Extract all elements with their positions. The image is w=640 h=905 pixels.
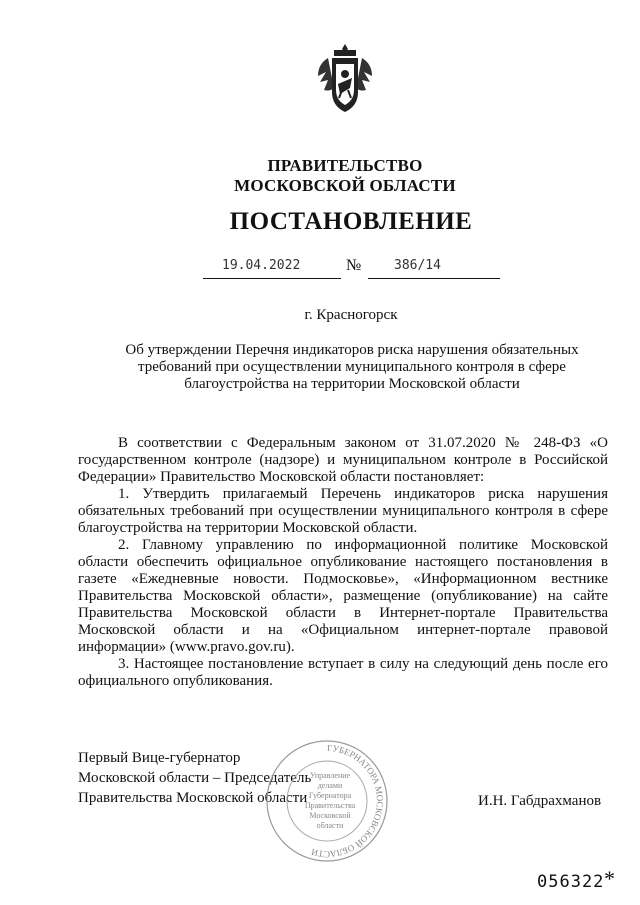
number-label: № <box>346 257 362 274</box>
stamp-line-5: Московской <box>309 811 351 820</box>
signatory-line-2: Московской области – Председатель <box>78 770 312 786</box>
coat-of-arms-emblem <box>316 42 374 120</box>
body-item-3: 3. Настоящее постановление вступает в силу на следующий день после его официального опубликования. <box>78 656 608 689</box>
stamp-line-1: Управление <box>309 771 351 780</box>
stamp-line-2: делами <box>317 781 343 790</box>
government-name-line1: ПРАВИТЕЛЬСТВО <box>267 156 423 175</box>
body-item-2: 2. Главному управлению по информационной политике Московской области обеспечить официальное опубликование настоящего постановления в газете «Ежедневные новости. Подмосковье», «Информационном вестнике Правительства Московской области», размещение (опубликование) на сайте Правительства Московской области в Интернет-портале Правительства Московской области и на «Официальном интернет-портале правовой информации» (www.pravo.gov.ru). <box>78 537 608 655</box>
document-number: 386/14 <box>394 258 441 273</box>
government-name-line2: МОСКОВСКОЙ ОБЛАСТИ <box>234 176 456 195</box>
document-title: Об утверждении Перечня индикаторов риска нарушения обязательных требований при осуществлении муниципального контроля в сфере благоустройства на территории Московской области <box>125 342 579 392</box>
document-date: 19.04.2022 <box>222 258 301 273</box>
official-stamp <box>264 738 390 864</box>
serial-star-mark: * <box>604 866 615 891</box>
body-item-1: 1. Утвердить прилагаемый Перечень индикаторов риска нарушения обязательных требований при осуществлении муниципального контроля в сфере благоустройства на территории Московской области. <box>78 486 608 536</box>
city: г. Красногорск <box>304 307 398 323</box>
stamp-line-3: Губернатора <box>308 791 352 800</box>
document-body <box>78 435 608 690</box>
stamp-ring-text: ГУБЕРНАТОРА МОСКОВСКОЙ ОБЛАСТИ <box>310 742 386 860</box>
signatory-name: И.Н. Габдрахманов <box>478 793 602 809</box>
signatory-line-3: Правительства Московской области <box>78 790 308 806</box>
serial-number: 056322 <box>537 872 605 892</box>
stamp-line-6: области <box>316 821 344 830</box>
signatory-line-1: Первый Вице-губернатор <box>78 750 241 766</box>
stamp-line-4: Правительства <box>304 801 356 810</box>
document-type: ПОСТАНОВЛЕНИЕ <box>229 208 473 235</box>
body-intro: В соответствии с Федеральным законом от 31.07.2020 № 248-ФЗ «О государственном контроле (надзоре) и муниципальном контроле в Российской Федерации» Правительство Московской области постановляет: <box>78 435 608 485</box>
